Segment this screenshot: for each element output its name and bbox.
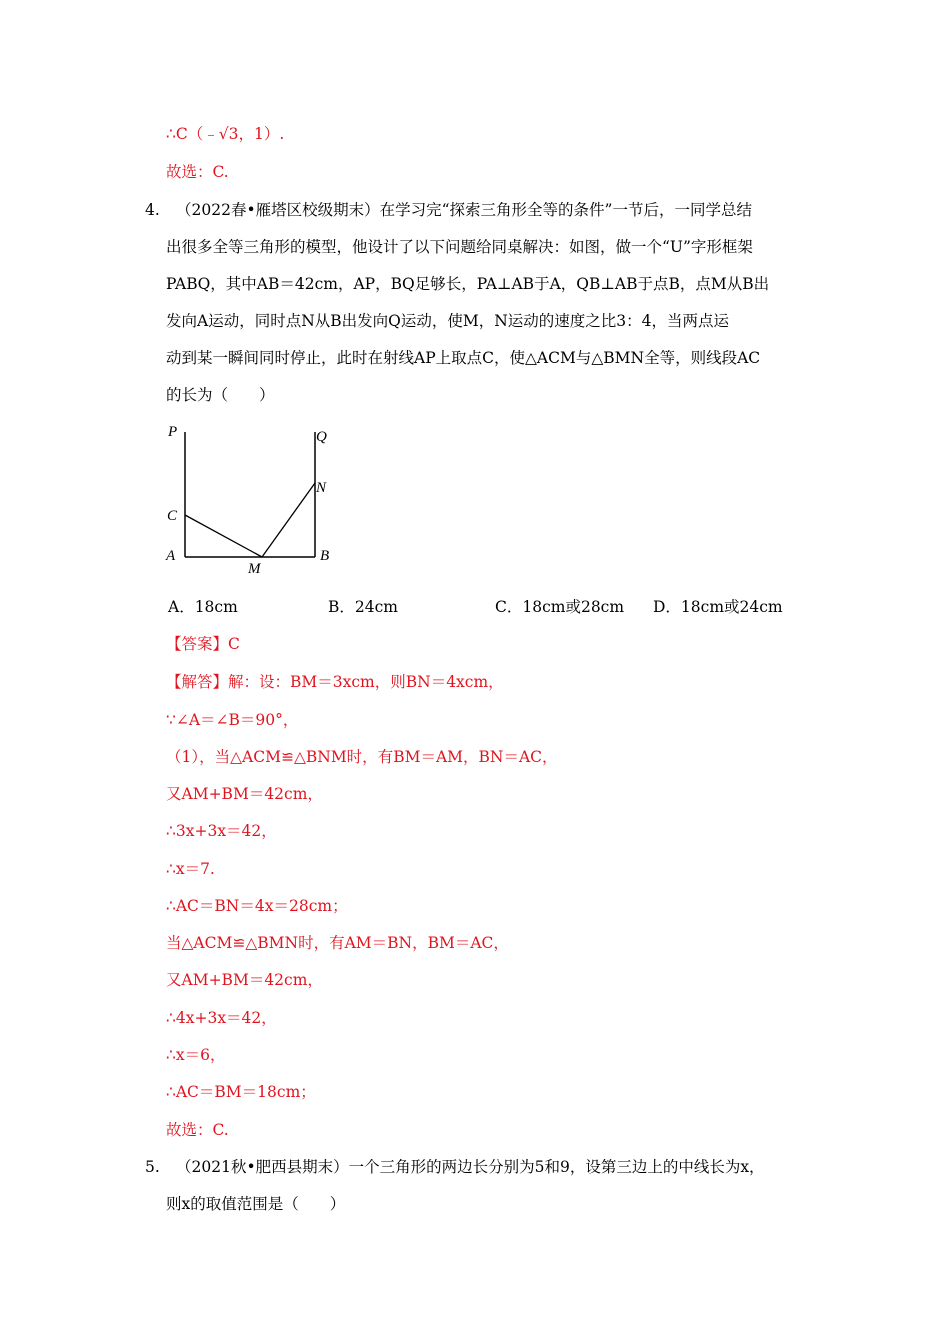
label-n: N [316, 480, 327, 496]
question-number: 4. [145, 201, 160, 219]
solution-line: 当△ACM≌△BMN时，有AM＝BN，BM＝AC， [166, 934, 509, 952]
solution-line: ∴3x+3x＝42， [166, 822, 277, 840]
question-line: PABQ，其中AB＝42cm，AP，BQ足够长，PA⊥AB于A，QB⊥AB于点B，点M从B出 [166, 275, 770, 293]
label-m: M [248, 561, 261, 577]
u-frame-figure [160, 420, 340, 580]
question-line: 出很多全等三角形的模型，他设计了以下问题给同桌解决：如图，做一个“U”字形框架 [166, 238, 753, 256]
label-a: A [166, 548, 176, 564]
solution-line: ∴x＝6， [166, 1046, 226, 1064]
option-d: D．18cm或24cm [653, 598, 783, 616]
label-p: P [168, 424, 178, 440]
prev-answer-choice: 故选：C. [166, 163, 229, 181]
question-line: 动到某一瞬间同时停止，此时在射线AP上取点C，使△ACM与△BMN全等，则线段AC [166, 349, 761, 367]
solution-line: 又AM+BM＝42cm， [166, 971, 323, 989]
solution-line: ∴AC＝BM＝18cm； [166, 1083, 316, 1101]
question-number: 5. [145, 1158, 160, 1176]
question-line: 的长为（ ） [166, 386, 275, 404]
label-q: Q [316, 429, 327, 445]
question-line: 则x的取值范围是（ ） [166, 1195, 346, 1213]
question-line: （2022春•雁塔区校级期末）在学习完“探索三角形全等的条件”一节后，一同学总结 [176, 201, 752, 219]
label-b: B [320, 548, 330, 564]
option-b: B．24cm [328, 598, 398, 616]
question-line: 发向A运动，同时点N从B出发向Q运动，使M，N运动的速度之比3：4，当两点运 [166, 312, 730, 330]
option-a: A．18cm [168, 598, 238, 616]
solution-line: 又AM+BM＝42cm， [166, 785, 323, 803]
solution-line: ∵∠A＝∠B＝90°， [166, 711, 299, 729]
segment-cm [185, 515, 262, 557]
solution-line: ∴x＝7. [166, 860, 215, 878]
label-c: C [167, 508, 178, 524]
solution-line: 故选：C. [166, 1121, 229, 1139]
question-line: （2021秋•肥西县期末）一个三角形的两边长分别为5和9，设第三边上的中线长为x， [176, 1158, 765, 1176]
solution-line: 【解答】解：设：BM＝3xcm，则BN＝4xcm， [166, 673, 504, 691]
option-c: C．18cm或28cm [495, 598, 625, 616]
solution-line: ∴4x+3x＝42， [166, 1009, 277, 1027]
answer-label: 【答案】C [166, 635, 240, 653]
segment-mn [262, 483, 315, 557]
prev-answer-line: ∴C（﹣√3，1）. [166, 125, 285, 143]
solution-line: （1），当△ACM≌△BNM时，有BM＝AM，BN＝AC， [166, 748, 558, 766]
solution-line: ∴AC＝BN＝4x＝28cm； [166, 897, 348, 915]
